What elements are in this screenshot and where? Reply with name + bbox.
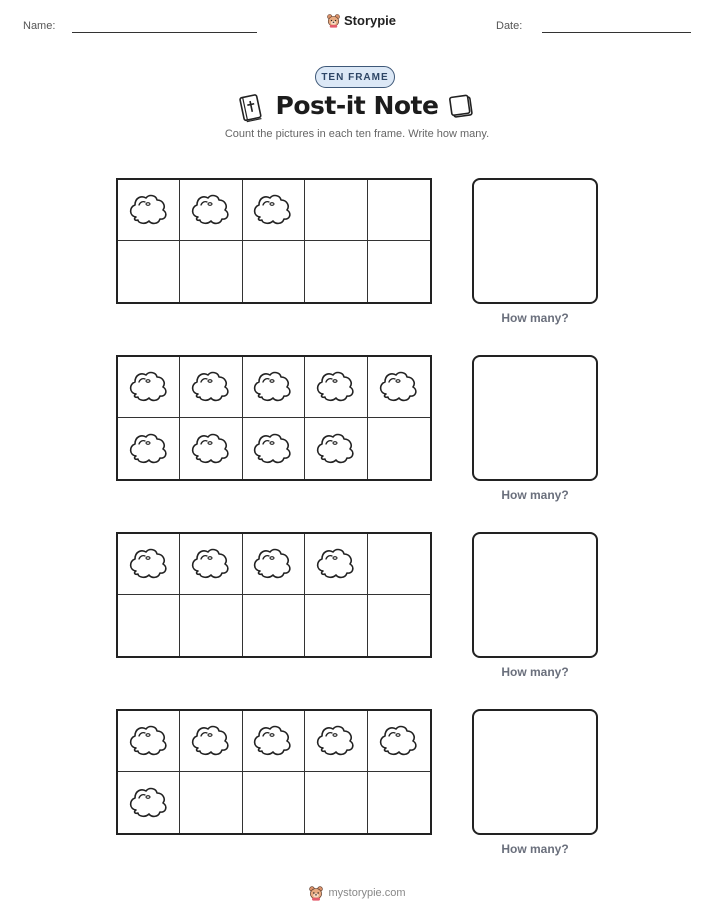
instructions: Count the pictures in each ten frame. Write how many. [224, 128, 490, 140]
bear-mascot-icon [308, 885, 324, 901]
blob-counter-icon [189, 431, 233, 467]
ten-frame-cell [243, 534, 305, 595]
answer-box[interactable] [472, 178, 598, 304]
ten-frame [116, 532, 432, 658]
title-row [0, 91, 714, 125]
ten-frame-cell [305, 711, 367, 772]
ten-frame-cell [368, 418, 430, 479]
blob-counter-icon [377, 723, 421, 759]
answer-box[interactable] [472, 355, 598, 481]
name-field-line[interactable] [72, 32, 257, 33]
ten-frame-cell [118, 534, 180, 595]
date-field-line[interactable] [542, 32, 691, 33]
blob-counter-icon [251, 723, 295, 759]
ten-frame-cell [118, 180, 180, 241]
blob-counter-icon [189, 723, 233, 759]
ten-frame-cell [180, 534, 242, 595]
blob-counter-icon [377, 369, 421, 405]
footer [0, 885, 714, 901]
date-label: Date: [496, 20, 523, 32]
ten-frame-cell [118, 772, 180, 833]
how-many-label: How many? [501, 488, 569, 502]
blob-counter-icon [314, 723, 358, 759]
blob-counter-icon [127, 785, 171, 821]
ten-frame-cell [305, 241, 367, 302]
ten-frame-cell [305, 180, 367, 241]
ten-frame-cell [305, 418, 367, 479]
how-many-label: How many? [501, 665, 569, 679]
ten-frame-cell [368, 357, 430, 418]
ten-frame-badge: TEN FRAME [315, 66, 395, 88]
blob-counter-icon [314, 431, 358, 467]
ten-frame-cell [243, 418, 305, 479]
blob-counter-icon [314, 546, 358, 582]
ten-frame-cell [243, 772, 305, 833]
blob-counter-icon [251, 546, 295, 582]
bear-mascot-icon [326, 13, 341, 28]
ten-frame-cell [305, 772, 367, 833]
blob-counter-icon [127, 723, 171, 759]
ten-frame-cell [243, 357, 305, 418]
ten-frame-cell [118, 241, 180, 302]
blob-counter-icon [189, 546, 233, 582]
answer-box[interactable] [472, 709, 598, 835]
ten-frame-cell [368, 180, 430, 241]
blob-counter-icon [189, 192, 233, 228]
ten-frame-cell [243, 180, 305, 241]
ten-frame-cell [243, 595, 305, 656]
ten-frame-cell [368, 241, 430, 302]
ten-frame-cell [180, 711, 242, 772]
ten-frame-cell [368, 595, 430, 656]
blob-counter-icon [314, 369, 358, 405]
blob-counter-icon [127, 546, 171, 582]
brand-name: Storypie [344, 13, 397, 28]
blob-counter-icon [127, 192, 171, 228]
ten-frame-cell [180, 772, 242, 833]
blob-counter-icon [127, 431, 171, 467]
name-label: Name: [23, 20, 56, 32]
ten-frame-cell [368, 772, 430, 833]
ten-frame-cell [180, 241, 242, 302]
ten-frame-cell [243, 241, 305, 302]
ten-frame-cell [305, 534, 367, 595]
blob-counter-icon [251, 369, 295, 405]
ten-frame-cell [305, 357, 367, 418]
footer-url[interactable]: mystorypie.com [328, 887, 406, 899]
answer-box[interactable] [472, 532, 598, 658]
ten-frame-cell [368, 534, 430, 595]
ten-frame-cell [180, 418, 242, 479]
ten-frame-cell [243, 711, 305, 772]
sticky-note-icon [449, 93, 475, 121]
ten-frame-cell [180, 180, 242, 241]
ten-frame-cell [118, 357, 180, 418]
blob-counter-icon [251, 431, 295, 467]
how-many-label: How many? [501, 311, 569, 325]
ten-frame-cell [180, 595, 242, 656]
ten-frame [116, 709, 432, 835]
ten-frame-cell [118, 711, 180, 772]
worksheet-header [0, 0, 714, 50]
blob-counter-icon [251, 192, 295, 228]
page-title: Post-it Note [275, 91, 439, 120]
ten-frame-cell [118, 595, 180, 656]
ten-frame-cell [368, 711, 430, 772]
how-many-label: How many? [501, 842, 569, 856]
ten-frame-cell [118, 418, 180, 479]
ten-frame-cell [180, 357, 242, 418]
blob-counter-icon [127, 369, 171, 405]
blob-counter-icon [189, 369, 233, 405]
ten-frame [116, 355, 432, 481]
brand-logo [326, 13, 396, 28]
ten-frame-cell [305, 595, 367, 656]
ten-frame [116, 178, 432, 304]
